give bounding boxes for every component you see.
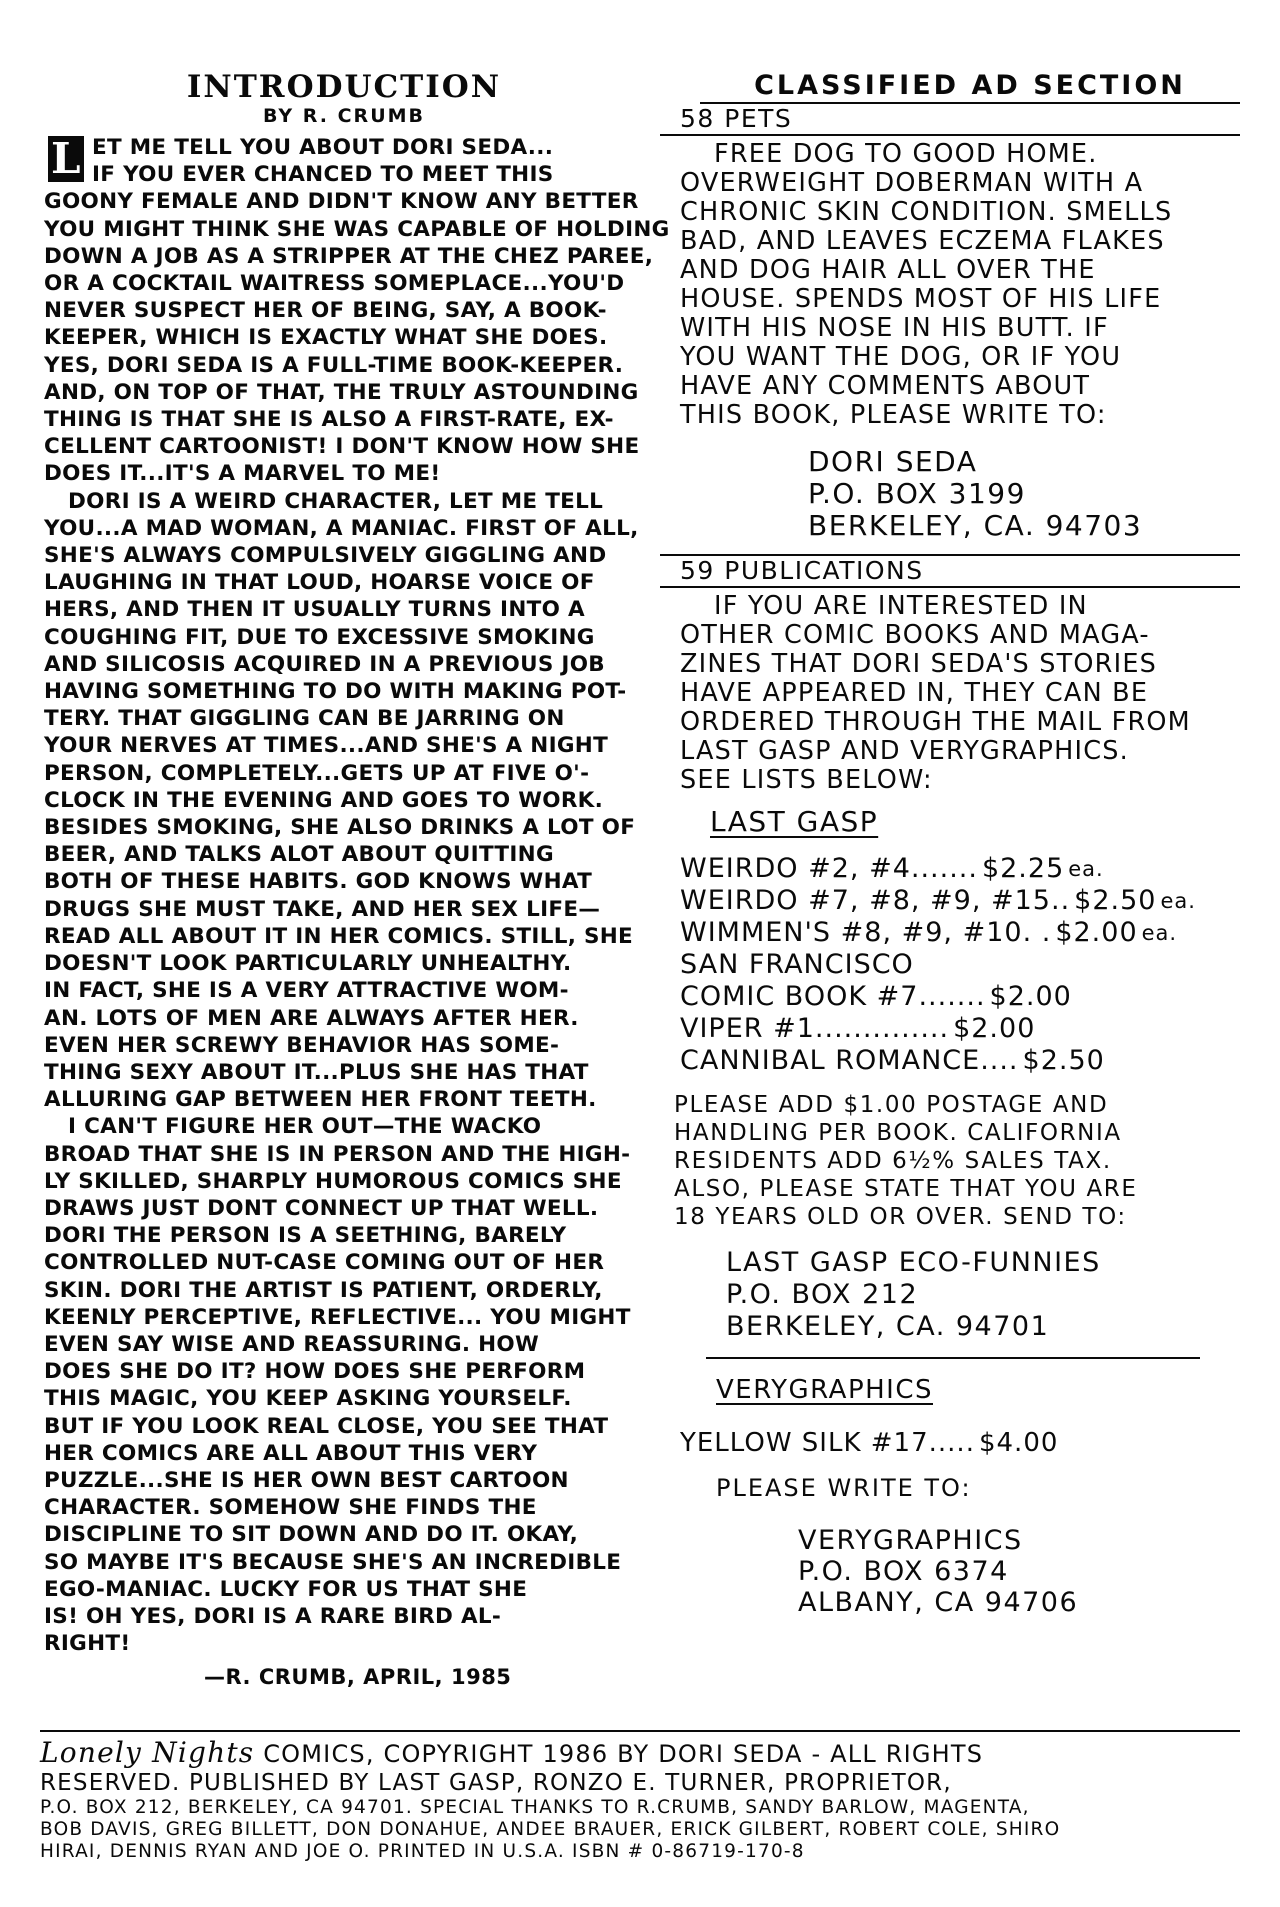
leader-dots: . .: [1022, 917, 1052, 948]
intro-signature: —R. CRUMB, APRIL, 1985: [204, 1665, 512, 1690]
intro-line: LY SKILLED, SHARPLY HUMOROUS COMICS SHE: [44, 1168, 622, 1194]
pets-address-line: DORI SEDA: [808, 445, 978, 478]
pets-line: BAD, AND LEAVES ECZEMA FLAKES: [680, 226, 1165, 256]
verygraphics-address: [660, 1525, 1240, 1618]
copyright-footer: [40, 1738, 1240, 1863]
price-row: [680, 853, 1240, 885]
address-line: VERYGRAPHICS: [798, 1525, 1023, 1556]
footer-line: [40, 1738, 1240, 1769]
intro-line: GOONY FEMALE AND DIDN'T KNOW ANY BETTER: [44, 189, 639, 215]
intro-line: ET ME TELL YOU ABOUT DORI SEDA...: [92, 135, 554, 160]
intro-line: KEEPER, WHICH IS EXACTLY WHAT SHE DOES.: [44, 325, 608, 351]
pets-line: AND DOG HAIR ALL OVER THE: [680, 255, 1096, 285]
price-suffix: ea.: [1160, 889, 1196, 913]
intro-line: SKIN. DORI THE ARTIST IS PATIENT, ORDERLY,: [44, 1277, 603, 1303]
footer-copyright: COMICS, COPYRIGHT 1986 BY DORI SEDA - ALL RIGHTS: [263, 1740, 984, 1768]
intro-line: BROAD THAT SHE IS IN PERSON AND THE HIGH-: [44, 1141, 631, 1167]
intro-line: EVEN HER SCREWY BEHAVIOR HAS SOME-: [44, 1032, 560, 1058]
verygraphics-heading: VERYGRAPHICS: [716, 1375, 933, 1405]
intro-line: YES, DORI SEDA IS A FULL-TIME BOOK-KEEPER.: [44, 352, 624, 378]
price-row: [680, 1045, 1240, 1077]
item-name: WEIRDO #7, #8, #9, #15: [680, 885, 1051, 916]
intro-line: THIS MAGIC, YOU KEEP ASKING YOURSELF.: [44, 1386, 572, 1412]
item-name: CANNIBAL ROMANCE: [680, 1045, 981, 1076]
intro-line: YOU...A MAD WOMAN, A MANIAC. FIRST OF ALL,: [44, 515, 639, 541]
item-name: SAN FRANCISCO: [680, 949, 914, 980]
publications-heading: 59 PUBLICATIONS: [680, 556, 924, 585]
intro-line: EGO-MANIAC. LUCKY FOR US THAT SHE: [44, 1576, 528, 1602]
address-line: P.O. BOX 212: [726, 1279, 919, 1310]
item-price: $2.25: [981, 853, 1065, 884]
postage-line: 18 YEARS OLD OR OVER. SEND TO:: [674, 1204, 1127, 1230]
pets-line: WITH HIS NOSE IN HIS BUTT. IF: [680, 313, 1109, 343]
intro-line: LAUGHING IN THAT LOUD, HOARSE VOICE OF: [44, 570, 595, 596]
postage-note: [660, 1091, 1240, 1231]
intro-line: DISCIPLINE TO SIT DOWN AND DO IT. OKAY,: [44, 1522, 579, 1548]
item-price: $2.00: [1055, 917, 1138, 948]
item-price: $2.00: [989, 981, 1072, 1012]
verygraphics-write: PLEASE WRITE TO:: [716, 1474, 972, 1502]
pub-line: ORDERED THROUGH THE MAIL FROM: [680, 707, 1191, 737]
intro-line: DRUGS SHE MUST TAKE, AND HER SEX LIFE—: [44, 896, 601, 922]
intro-line: DORI IS A WEIRD CHARACTER, LET ME TELL: [68, 488, 604, 514]
pets-line: HOUSE. SPENDS MOST OF HIS LIFE: [680, 284, 1162, 314]
intro-line: DOESN'T LOOK PARTICULARLY UNHEALTHY.: [44, 951, 572, 977]
intro-line: DORI THE PERSON IS A SEETHING, BARELY: [44, 1223, 567, 1249]
address-line: BERKELEY, CA. 94701: [726, 1311, 1050, 1342]
price-row: [680, 981, 1240, 1013]
comic-title-script: Lonely Nights: [40, 1736, 255, 1769]
postage-line: RESIDENTS ADD 6½% SALES TAX.: [674, 1148, 1112, 1174]
item-price: $2.50: [1074, 885, 1157, 916]
footer-line: P.O. BOX 212, BERKELEY, CA 94701. SPECIAL THANKS TO R.CRUMB, SANDY BARLOW, MAGENTA,: [40, 1797, 1030, 1818]
footer-line: HIRAI, DENNIS RYAN AND JOE O. PRINTED IN U.S.A. ISBN # 0-86719-170-8: [40, 1841, 805, 1862]
price-row: [680, 949, 1240, 981]
intro-line: YOUR NERVES AT TIMES...AND SHE'S A NIGHT: [44, 733, 609, 759]
pub-line: OTHER COMIC BOOKS AND MAGA-: [680, 620, 1150, 650]
intro-line: DRAWS JUST DONT CONNECT UP THAT WELL.: [44, 1195, 599, 1221]
intro-byline: BY R. CRUMB: [262, 105, 426, 127]
drop-cap: L: [48, 136, 84, 182]
postage-line: ALSO, PLEASE STATE THAT YOU ARE: [674, 1176, 1138, 1202]
price-row: [680, 917, 1240, 949]
intro-line: READ ALL ABOUT IT IN HER COMICS. STILL, SHE: [44, 923, 634, 949]
address-line: P.O. BOX 6374: [798, 1556, 1009, 1587]
intro-line: AND, ON TOP OF THAT, THE TRULY ASTOUNDING: [44, 379, 639, 405]
leader-dots: ..: [1050, 885, 1071, 916]
intro-line: TERY. THAT GIGGLING CAN BE JARRING ON: [44, 706, 565, 732]
intro-line: PERSON, COMPLETELY...GETS UP AT FIVE O'-: [44, 760, 590, 786]
intro-line: THING SEXY ABOUT IT...PLUS SHE HAS THAT: [44, 1059, 589, 1085]
introduction-section: [44, 69, 670, 1691]
leader-dots: .....: [928, 1428, 975, 1458]
price-suffix: ea.: [1141, 921, 1178, 945]
footer-line: RESERVED. PUBLISHED BY LAST GASP, RONZO E. TURNER, PROPRIETOR,: [40, 1770, 952, 1796]
pets-line: CHRONIC SKIN CONDITION. SMELLS: [680, 197, 1173, 227]
intro-line: AND SILICOSIS ACQUIRED IN A PREVIOUS JOB: [44, 651, 605, 677]
pub-line: SEE LISTS BELOW:: [680, 765, 933, 795]
item-price: $2.00: [953, 1013, 1036, 1044]
leader-dots: .......: [910, 853, 978, 884]
item-name: COMIC BOOK #7: [680, 981, 919, 1012]
intro-title: INTRODUCTION: [186, 69, 502, 105]
item-name: YELLOW SILK #17: [680, 1428, 929, 1458]
verygraphics-price-row: [660, 1427, 1240, 1459]
address-line: ALBANY, CA 94706: [798, 1587, 1079, 1618]
item-price: $4.00: [978, 1428, 1059, 1458]
intro-line: DOES IT...IT'S A MARVEL TO ME!: [44, 461, 441, 487]
postage-line: PLEASE ADD $1.00 POSTAGE AND: [674, 1092, 1109, 1118]
intro-line: THING IS THAT SHE IS ALSO A FIRST-RATE, EX-: [44, 407, 614, 433]
intro-line: COUGHING FIT, DUE TO EXCESSIVE SMOKING: [44, 624, 595, 650]
intro-line: PUZZLE...SHE IS HER OWN BEST CARTOON: [44, 1467, 569, 1493]
intro-line: AN. LOTS OF MEN ARE ALWAYS AFTER HER.: [44, 1005, 579, 1031]
intro-line: OR A COCKTAIL WAITRESS SOMEPLACE...YOU'D: [44, 271, 625, 297]
pub-line: ZINES THAT DORI SEDA'S STORIES: [680, 649, 1158, 679]
last-gasp-price-list: [660, 853, 1240, 1077]
intro-line: SO MAYBE IT'S BECAUSE SHE'S AN INCREDIBLE: [44, 1549, 622, 1575]
intro-line: BEER, AND TALKS ALOT ABOUT QUITTING: [44, 842, 554, 868]
address-line: LAST GASP ECO-FUNNIES: [726, 1247, 1101, 1278]
intro-line: DOWN A JOB AS A STRIPPER AT THE CHEZ PAREE,: [44, 243, 654, 269]
item-name: WEIRDO #2, #4: [680, 853, 911, 884]
last-gasp-address: [660, 1247, 1240, 1343]
item-name: WIMMEN'S #8, #9, #10: [680, 917, 1023, 948]
postage-line: HANDLING PER BOOK. CALIFORNIA: [674, 1120, 1122, 1146]
price-row: [680, 1013, 1240, 1045]
intro-line: CLOCK IN THE EVENING AND GOES TO WORK.: [44, 787, 604, 813]
intro-line: BESIDES SMOKING, SHE ALSO DRINKS A LOT OF: [44, 815, 636, 841]
intro-body: [44, 134, 670, 1691]
intro-line: BUT IF YOU LOOK REAL CLOSE, YOU SEE THAT: [44, 1413, 609, 1439]
pets-line: OVERWEIGHT DOBERMAN WITH A: [680, 168, 1144, 198]
classified-title: CLASSIFIED AD SECTION: [754, 70, 1186, 101]
intro-line: IF YOU EVER CHANCED TO MEET THIS: [92, 162, 554, 188]
pets-address-line: P.O. BOX 3199: [808, 477, 1026, 510]
intro-line: NEVER SUSPECT HER OF BEING, SAY, A BOOK-: [44, 298, 607, 324]
pets-line: YOU WANT THE DOG, OR IF YOU: [680, 342, 1122, 372]
intro-line: HER COMICS ARE ALL ABOUT THIS VERY: [44, 1440, 538, 1466]
leader-dots: .......: [918, 981, 986, 1012]
pub-line: HAVE APPEARED IN, THEY CAN BE: [680, 678, 1149, 708]
intro-line: DOES SHE DO IT? HOW DOES SHE PERFORM: [44, 1359, 586, 1385]
pub-line: LAST GASP AND VERYGRAPHICS.: [680, 736, 1129, 766]
intro-line: IN FACT, SHE IS A VERY ATTRACTIVE WOM-: [44, 978, 569, 1004]
footer-rule: [40, 1730, 1240, 1732]
last-gasp-heading: LAST GASP: [710, 805, 879, 838]
intro-line: YOU MIGHT THINK SHE WAS CAPABLE OF HOLDING: [44, 216, 670, 242]
intro-line: ALLURING GAP BETWEEN HER FRONT TEETH.: [44, 1087, 597, 1113]
intro-line: SHE'S ALWAYS COMPULSIVELY GIGGLING AND: [44, 543, 607, 569]
intro-line: CONTROLLED NUT-CASE COMING OUT OF HER: [44, 1250, 605, 1276]
intro-line: CELLENT CARTOONIST! I DON'T KNOW HOW SHE: [44, 434, 640, 460]
intro-line: RIGHT!: [44, 1631, 131, 1657]
intro-line: HERS, AND THEN IT USUALLY TURNS INTO A: [44, 597, 585, 623]
price-suffix: ea.: [1068, 857, 1104, 881]
pets-line: FREE DOG TO GOOD HOME.: [714, 139, 1098, 169]
intro-line: IS! OH YES, DORI IS A RARE BIRD AL-: [44, 1603, 502, 1629]
pub-line: IF YOU ARE INTERESTED IN: [714, 591, 1088, 621]
intro-line: EVEN SAY WISE AND REASSURING. HOW: [44, 1331, 540, 1357]
pets-rule: [660, 134, 1240, 136]
pets-address-line: BERKELEY, CA. 94703: [808, 509, 1143, 542]
price-row: [680, 885, 1240, 917]
intro-line: KEENLY PERCEPTIVE, REFLECTIVE... YOU MIGHT: [44, 1304, 631, 1330]
item-price: $2.50: [1022, 1045, 1105, 1076]
intro-line: CHARACTER. SOMEHOW SHE FINDS THE: [44, 1495, 537, 1521]
classified-section: [660, 70, 1240, 1618]
publications-rule: [660, 586, 1240, 588]
pets-line: HAVE ANY COMMENTS ABOUT: [680, 371, 1091, 401]
leader-dots: ..............: [814, 1013, 950, 1044]
leader-dots: ....: [980, 1045, 1019, 1076]
footer-line: BOB DAVIS, GREG BILLETT, DON DONAHUE, ANDEE BRAUER, ERICK GILBERT, ROBERT COLE, SHIRO: [40, 1819, 1061, 1840]
pets-line: THIS BOOK, PLEASE WRITE TO:: [680, 400, 1107, 430]
item-name: VIPER #1: [680, 1013, 815, 1044]
pets-heading: 58 PETS: [680, 104, 793, 133]
intro-line: HAVING SOMETHING TO DO WITH MAKING POT-: [44, 679, 627, 705]
intro-line: I CAN'T FIGURE HER OUT—THE WACKO: [68, 1114, 542, 1140]
intro-line: BOTH OF THESE HABITS. GOD KNOWS WHAT: [44, 869, 593, 895]
